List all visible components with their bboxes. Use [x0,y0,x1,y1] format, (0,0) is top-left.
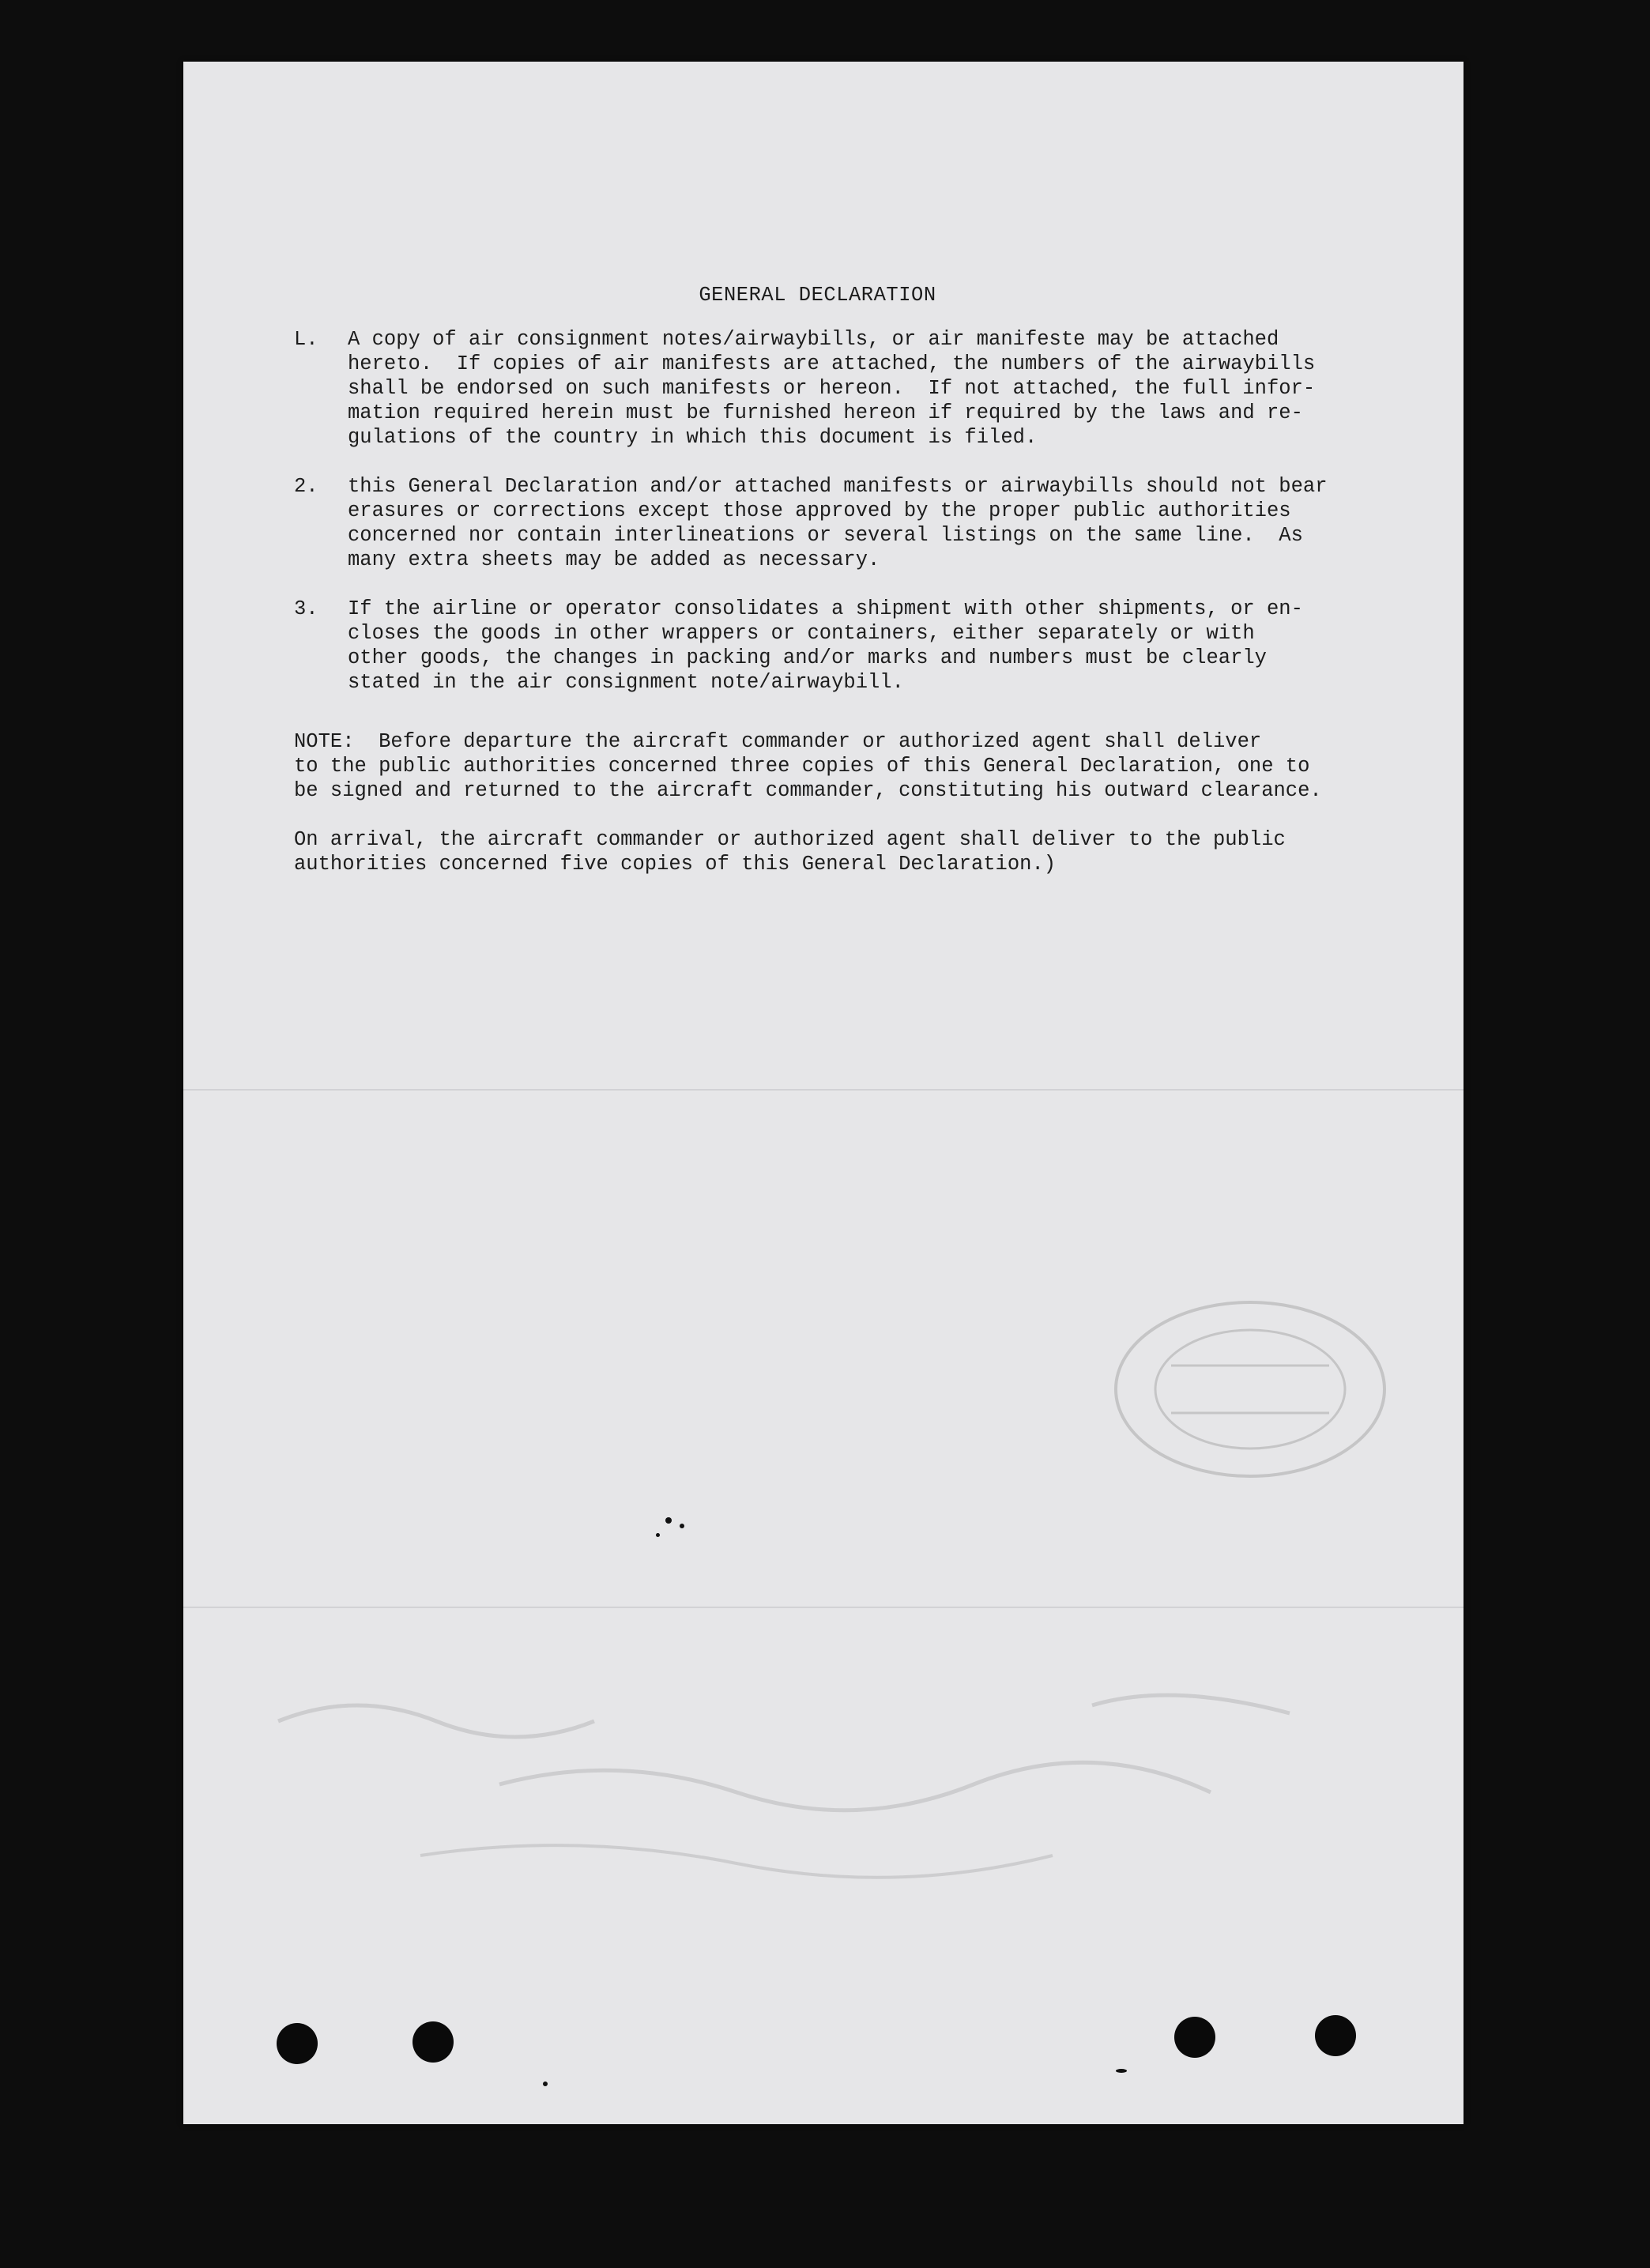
item-line: mation required herein must be furnished hereon if required by the laws and re- [348,401,1303,424]
item-line: many extra sheets may be added as necessary. [348,548,880,571]
speck-mark [543,2082,548,2086]
arrival-line: On arrival, the aircraft commander or authorized agent shall deliver to the public [294,828,1286,851]
list-item [294,327,1416,450]
punch-hole [1174,2017,1215,2058]
item-number: 2. [294,475,318,498]
punch-hole [1315,2015,1356,2056]
item-line: concerned nor contain interlineations or several listings on the same line. As [348,524,1303,547]
item-line: A copy of air consignment notes/airwaybills, or air manifeste may be attached [348,328,1279,351]
punch-hole [277,2023,318,2064]
punch-hole [412,2021,454,2063]
document-sheet [183,62,1464,2124]
speck-mark [680,1524,684,1528]
item-line: stated in the air consignment note/airwaybill. [348,671,904,694]
item-line: If the airline or operator consolidates a shipment with other shipments, or en- [348,597,1303,620]
faded-stamp-mark [1100,1287,1400,1492]
document-body [294,283,1416,901]
speck-mark [665,1517,672,1524]
fold-line [183,1607,1464,1608]
note-line: to the public authorities concerned three copies of this General Declaration, one to [294,755,1310,778]
item-line: closes the goods in other wrappers or containers, either separately or with [348,622,1255,645]
note-paragraph [294,729,1416,803]
speck-mark [656,1533,660,1537]
item-number: L. [294,328,318,351]
item-line: hereto. If copies of air manifests are attached, the numbers of the airwaybills [348,352,1316,375]
item-line: this General Declaration and/or attached manifests or airwaybills should not bear [348,475,1328,498]
item-line: shall be endorsed on such manifests or hereon. If not attached, the full infor- [348,377,1316,400]
note-line: be signed and returned to the aircraft commander, constituting his outward clearance. [294,779,1322,802]
list-item [294,474,1416,572]
note-line: NOTE: Before departure the aircraft commander or authorized agent shall deliver [294,730,1262,753]
arrival-line: authorities concerned five copies of this General Declaration.) [294,853,1057,876]
list-item [294,597,1416,695]
item-line: other goods, the changes in packing and/or marks and numbers must be clearly [348,646,1267,669]
item-line: gulations of the country in which this document is filed. [348,426,1038,449]
bleed-through-marks [262,1674,1369,1911]
fold-line [183,1089,1464,1091]
document-title: GENERAL DECLARATION [699,284,936,307]
speck-mark [1116,2069,1127,2073]
item-number: 3. [294,597,318,620]
item-line: erasures or corrections except those approved by the proper public authorities [348,499,1291,522]
arrival-paragraph [294,827,1416,876]
